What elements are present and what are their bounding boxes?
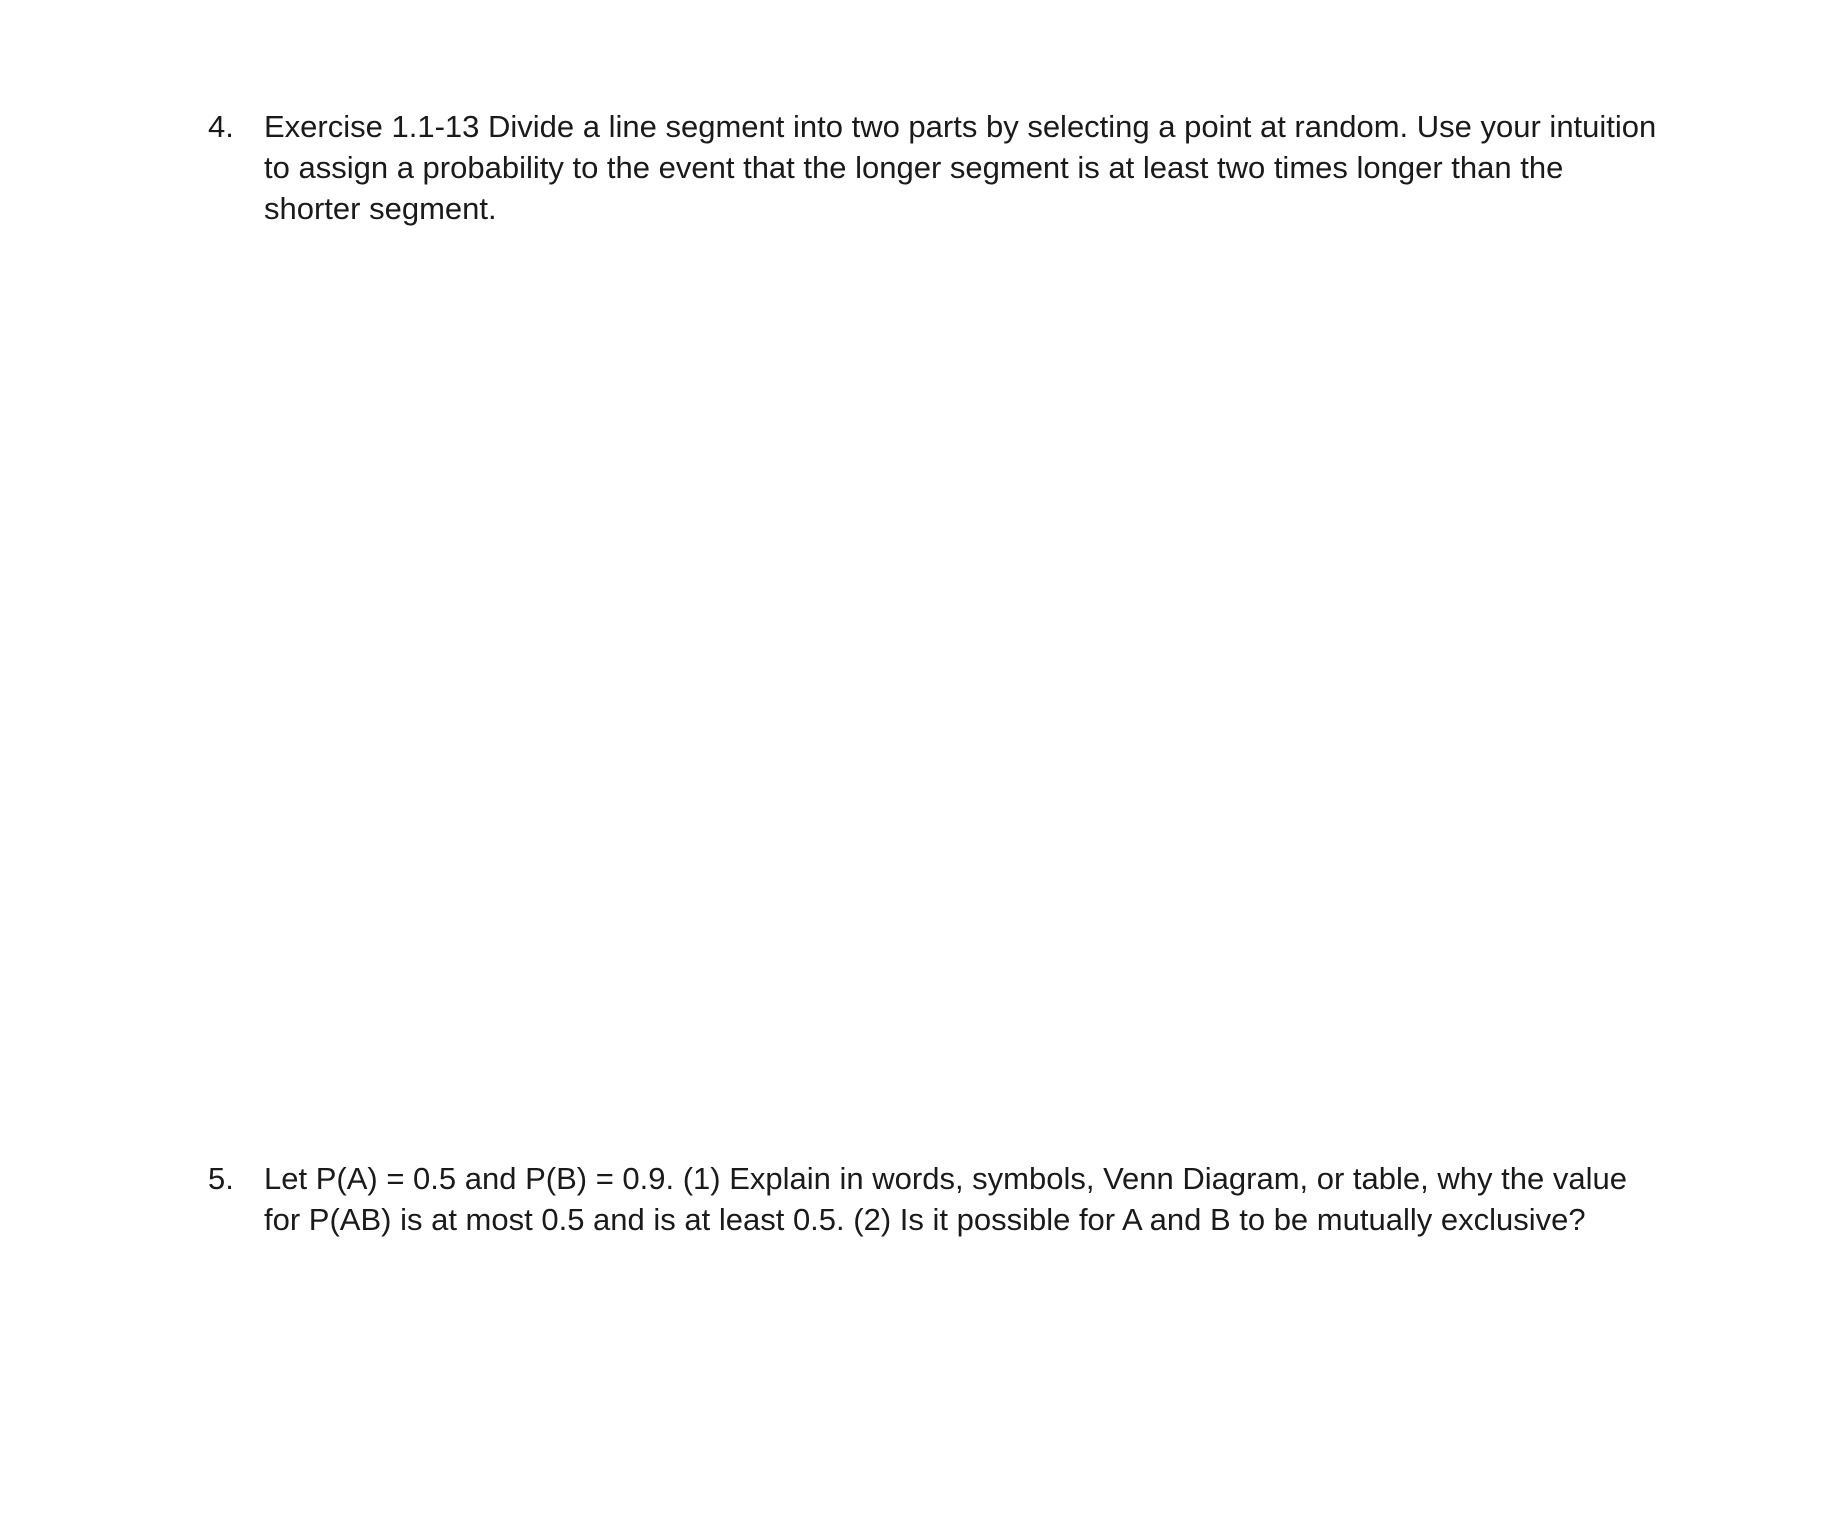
problem-5: [208, 1158, 1668, 1240]
problem-4: [208, 106, 1668, 229]
problem-5-number: 5.: [208, 1161, 234, 1196]
problem-4-text: Exercise 1.1-13 Divide a line segment into two parts by selecting a point at random. Use your intuition to assign a probability to the event that the longer segment is at least two times longer than the shorter segment.: [264, 109, 1657, 226]
problem-5-text: Let P(A) = 0.5 and P(B) = 0.9. (1) Explain in words, symbols, Venn Diagram, or table, why the value for P(AB) is at most 0.5 and is at least 0.5. (2) Is it possible for A and B to be mutually exclusive?: [264, 1161, 1627, 1237]
problem-4-number: 4.: [208, 109, 234, 144]
